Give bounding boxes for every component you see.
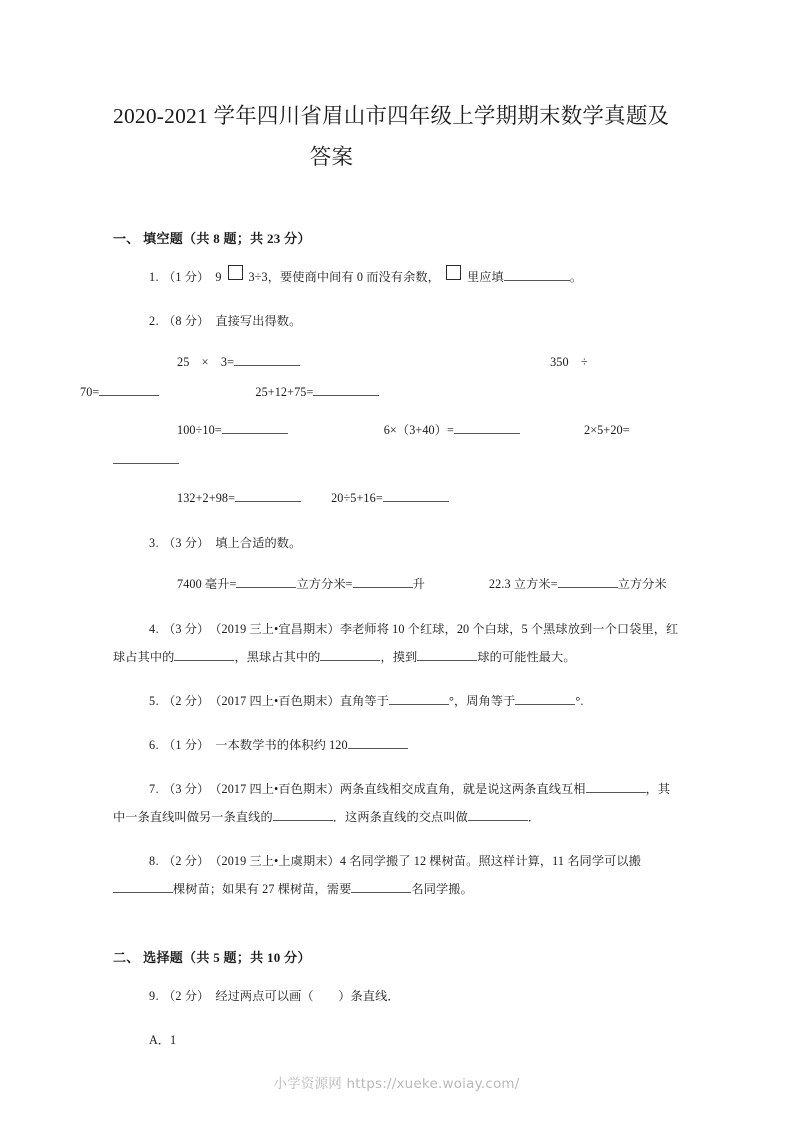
page-title <box>0 0 793 178</box>
empty-square-box-icon <box>228 265 243 280</box>
question-6-number: 6. <box>149 738 160 752</box>
conv-7400ml: 7400 毫升= <box>177 577 237 591</box>
question-4-points: （3 分） <box>163 622 210 636</box>
answer-blank[interactable] <box>383 490 449 502</box>
question-9-text: 经过两点可以画（ ）条直线． <box>215 989 400 1003</box>
answer-blank[interactable] <box>174 649 234 661</box>
question-5-points: （2 分） <box>163 694 210 708</box>
expr-25-12-75: 25+12+75= <box>255 385 314 399</box>
question-2-text: 直接写出得数。 <box>215 314 302 328</box>
answer-blank[interactable] <box>235 490 301 502</box>
question-1-text-b: 3÷3，要使商中间有 0 而没有余数， <box>248 270 440 284</box>
conv-cubic-dm-2: 立方分米 <box>617 577 667 591</box>
answer-blank[interactable] <box>389 693 449 705</box>
answer-blank[interactable] <box>515 693 575 705</box>
question-4-source: （2019 三上•宜昌期末） <box>215 622 340 636</box>
question-8-text-c: 名同学搬。 <box>411 882 473 896</box>
page-title-line-1: 2020-2021 学年四川省眉山市四年级上学期期末数学真题及 <box>113 104 670 128</box>
question-5-source: （2017 四上•百色期末） <box>215 694 340 708</box>
answer-blank[interactable] <box>504 269 570 281</box>
footer-watermark: 小学资源网 https://xueke.woiay.com/ <box>273 1076 520 1092</box>
question-2-expression-row-2 <box>0 377 793 407</box>
conv-cubic-dm: 立方分米= <box>296 577 353 591</box>
question-4-text-b: ，黑球占其中的 <box>234 650 321 664</box>
question-1-text-c: 里应填 <box>466 270 504 284</box>
empty-square-box-icon <box>446 265 461 280</box>
answer-blank[interactable] <box>454 422 520 434</box>
answer-blank[interactable] <box>273 809 333 821</box>
question-1-text-d: 。 <box>569 270 583 284</box>
question-1-points: （1 分） <box>163 270 210 284</box>
question-7-text-a: 两条直线相交成直角，就是说这两条直线互相 <box>339 782 586 796</box>
question-7 <box>0 775 793 831</box>
expr-20div5plus16: 20÷5+16= <box>331 491 383 505</box>
question-2 <box>0 307 793 335</box>
question-9 <box>0 982 793 1010</box>
question-4-text-d: 球的可能性最大。 <box>477 650 576 664</box>
question-7-text-b: ，其中一条直线叫做另一条直线的 <box>113 782 671 824</box>
question-9-number: 9. <box>149 989 160 1003</box>
question-4-text-c: ，摸到 <box>380 650 418 664</box>
answer-blank[interactable] <box>99 384 159 396</box>
answer-blank[interactable] <box>313 384 379 396</box>
expr-25x3: 25 × 3= <box>177 355 235 369</box>
conv-22-3-cubic-m: 22.3 立方米= <box>488 577 558 591</box>
question-8-text-b: 棵树苗；如果有 27 棵树苗，需要 <box>173 882 352 896</box>
question-3-points: （3 分） <box>163 536 210 550</box>
answer-blank[interactable] <box>113 452 179 464</box>
expr-2x5plus20: 2×5+20= <box>584 423 630 437</box>
answer-blank[interactable] <box>468 809 528 821</box>
answer-blank[interactable] <box>417 649 477 661</box>
expr-350-div: 350 ÷ <box>550 355 588 369</box>
expr-70-eq: 70= <box>80 385 100 399</box>
answer-blank[interactable] <box>558 576 618 588</box>
question-8-source: （2019 三上•上虞期末） <box>215 854 340 868</box>
question-8 <box>0 847 793 903</box>
question-7-text-d: ． <box>527 810 541 824</box>
answer-blank[interactable] <box>222 422 288 434</box>
question-8-number: 8. <box>149 854 160 868</box>
question-8-text-a: 4 名同学搬了 12 棵树苗。照这样计算，11 名同学可以搬 <box>339 854 641 868</box>
question-6-points: （1 分） <box>163 738 210 752</box>
question-3-number: 3. <box>149 536 160 550</box>
answer-blank[interactable] <box>586 781 646 793</box>
answer-blank[interactable] <box>320 649 380 661</box>
question-1-number: 1. <box>149 270 160 284</box>
answer-blank[interactable] <box>353 576 413 588</box>
question-5-text-a: 直角等于 <box>339 694 389 708</box>
question-7-text-c: ．这两条直线的交点叫做 <box>332 810 468 824</box>
question-2-expression-row-3 <box>0 415 793 475</box>
question-1-text-a: 9 <box>215 270 222 284</box>
question-2-expression-row-1 <box>0 347 793 377</box>
section-heading-multiple-choice: 二、 选择题（共 5 题；共 10 分） <box>113 950 311 965</box>
conv-liter: 升 <box>412 577 425 591</box>
question-1 <box>0 263 793 291</box>
question-7-points: （3 分） <box>163 782 210 796</box>
question-7-source: （2017 四上•百色期末） <box>215 782 340 796</box>
expr-6x3plus40: 6×（3+40）= <box>383 423 455 437</box>
answer-blank[interactable] <box>236 576 296 588</box>
question-2-expression-row-4 <box>0 483 793 513</box>
question-5-text-b: °，周角等于 <box>449 694 516 708</box>
answer-blank[interactable] <box>348 737 408 749</box>
question-5-number: 5. <box>149 694 160 708</box>
question-4 <box>0 615 793 671</box>
question-2-points: （8 分） <box>163 314 210 328</box>
question-4-number: 4. <box>149 622 160 636</box>
section-heading-fill-in-blank: 一、 填空题（共 8 题；共 23 分） <box>113 231 311 246</box>
question-6 <box>0 731 793 759</box>
answer-blank[interactable] <box>234 354 300 366</box>
question-9-points: （2 分） <box>163 989 210 1003</box>
question-3-text: 填上合适的数。 <box>215 536 302 550</box>
question-4-text-a: 李老师将 10 个红球，20 个白球，5 个黑球放到一个口袋里，红球占其中的 <box>113 622 679 664</box>
expr-132plus2plus98: 132+2+98= <box>177 491 236 505</box>
question-2-number: 2. <box>149 314 160 328</box>
question-9-option-a[interactable]: A．1 <box>149 1033 177 1047</box>
question-5-text-c: °. <box>575 694 584 708</box>
answer-blank[interactable] <box>351 881 411 893</box>
question-8-points: （2 分） <box>163 854 210 868</box>
question-3 <box>0 529 793 557</box>
question-7-number: 7. <box>149 782 160 796</box>
page-title-line-2: 答案 <box>309 145 354 169</box>
answer-blank[interactable] <box>113 881 173 893</box>
question-6-text-a: 一本数学书的体积约 120 <box>215 738 348 752</box>
question-3-conversion-row <box>0 569 793 599</box>
expr-100-div-10: 100÷10= <box>177 423 222 437</box>
question-5 <box>0 687 793 715</box>
